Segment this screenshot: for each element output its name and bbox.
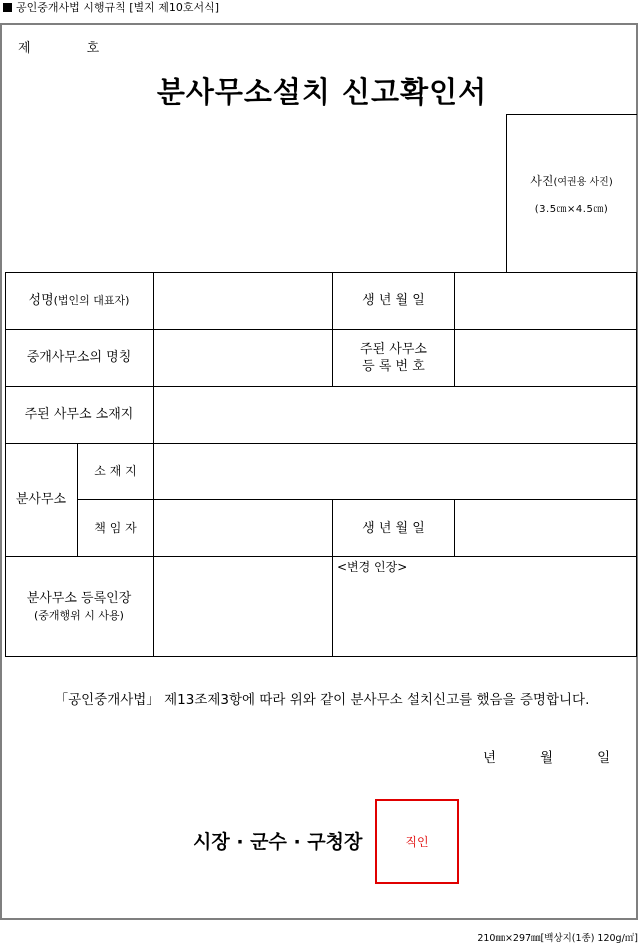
date-month-label: 월 xyxy=(540,750,554,766)
photo-size: (3.5㎝×4.5㎝) xyxy=(534,204,609,215)
branch-location-label: 소 재 지 xyxy=(94,463,137,478)
doc-number-je: 제 xyxy=(18,41,31,56)
office-name-label: 중개사무소의 명칭 xyxy=(26,350,132,365)
main-office-reg-field[interactable] xyxy=(455,329,636,386)
main-office-reg-label-line1: 주된 사무소 xyxy=(360,341,427,357)
doc-number-ho: 호 xyxy=(86,41,100,56)
branch-location-field[interactable] xyxy=(154,443,636,499)
document-number xyxy=(18,37,99,56)
main-office-reg-label xyxy=(333,329,454,386)
registered-seal-label xyxy=(5,557,153,656)
manager-field[interactable] xyxy=(154,500,332,556)
date-day-label: 일 xyxy=(597,750,611,766)
official-seal-label: 직인 xyxy=(405,835,429,849)
office-name-field[interactable] xyxy=(154,329,332,386)
date-year-label: 년 xyxy=(483,750,497,766)
registered-seal-label-line2: (중개행위 시 사용) xyxy=(34,608,124,622)
square-bullet-icon xyxy=(3,3,12,12)
main-office-location-label: 주된 사무소 소재지 xyxy=(24,407,134,422)
photo-label xyxy=(506,172,637,189)
manager-birth-field[interactable] xyxy=(455,500,636,556)
issue-date xyxy=(483,746,610,766)
page-title: 분사무소설치 신고확인서 xyxy=(156,75,488,109)
name-label xyxy=(5,272,153,329)
branch-office-label: 분사무소 xyxy=(15,492,67,507)
paper-spec-footer: 210㎜×297㎜[백상지(1종) 120g/㎡] xyxy=(477,933,638,944)
changed-seal-field[interactable] xyxy=(333,557,636,656)
issuing-authority: 시장 · 군수 · 구청장 xyxy=(193,831,363,853)
form-header-text: 공인중개사법 시행규칙 [별지 제10호서식] xyxy=(16,1,220,14)
birth-date-field[interactable] xyxy=(455,272,636,329)
photo-label-main: 사진 xyxy=(530,174,554,188)
name-field[interactable] xyxy=(154,272,332,329)
certification-statement: 「공인중개사법」 제13조제3항에 따라 위와 같이 분사무소 설치신고를 했음을 증명합니다. xyxy=(54,692,590,708)
table-line xyxy=(636,272,637,657)
registered-seal-field[interactable] xyxy=(154,557,332,656)
birth-date-label: 생 년 월 일 xyxy=(362,293,425,308)
name-label-main: 성명 xyxy=(28,293,54,308)
official-seal-box xyxy=(375,799,459,884)
manager-birth-label: 생 년 월 일 xyxy=(362,520,425,536)
main-office-location-field[interactable] xyxy=(154,386,636,443)
photo-label-sub: (여권용 사진) xyxy=(553,177,613,188)
photo-box xyxy=(506,114,637,273)
main-office-reg-label-line2: 등 록 번 호 xyxy=(362,358,425,374)
changed-seal-note: <변경 인장> xyxy=(337,560,408,574)
name-label-sub: (법인의 대표자) xyxy=(53,294,130,307)
table-line xyxy=(5,656,637,657)
form-header xyxy=(3,0,219,18)
manager-label: 책 임 자 xyxy=(94,520,137,535)
registered-seal-label-line1: 분사무소 등록인장 xyxy=(26,590,132,606)
